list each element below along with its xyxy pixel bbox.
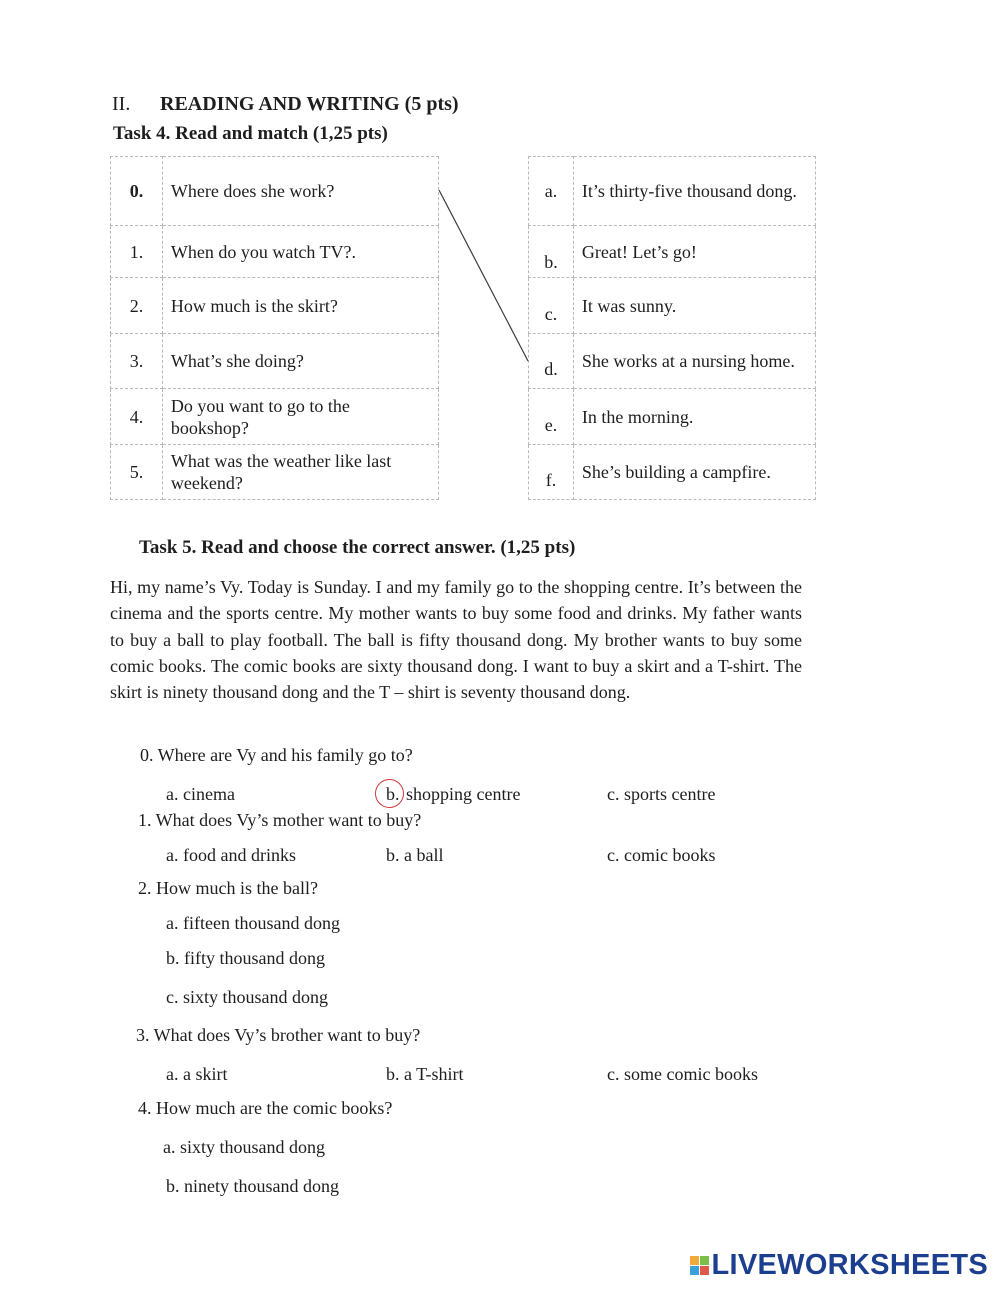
q3-option-a[interactable]: a. a skirt: [166, 1064, 228, 1084]
logo-text: LIVEWORKSHEETS: [711, 1249, 988, 1281]
question-text: How much is the skirt?: [162, 278, 438, 334]
question-1: 1. What does Vy’s mother want to buy?: [138, 810, 422, 830]
answer-letter: d.: [529, 334, 574, 389]
match-line-example: [0, 0, 1000, 600]
question-text: What was the weather like last weekend?: [162, 445, 438, 500]
q1-option-a[interactable]: a. food and drinks: [166, 845, 296, 865]
question-number: 2.: [111, 278, 163, 334]
q3-option-c[interactable]: c. some comic books: [607, 1064, 758, 1084]
question-number: 1.: [111, 226, 163, 278]
q4-option-a[interactable]: a. sixty thousand dong: [163, 1137, 325, 1157]
q4-option-b[interactable]: b. ninety thousand dong: [166, 1176, 339, 1196]
q0-option-a[interactable]: a. cinema: [166, 784, 235, 804]
question-text: Do you want to go to the bookshop?: [162, 389, 438, 445]
section-numeral: II.: [112, 93, 131, 115]
answer-letter: a.: [529, 157, 574, 226]
answer-letter: c.: [529, 278, 574, 334]
question-text: What’s she doing?: [162, 334, 438, 389]
section-title: READING AND WRITING (5 pts): [160, 93, 459, 115]
q2-option-b[interactable]: b. fifty thousand dong: [166, 948, 325, 968]
question-3: 3. What does Vy’s brother want to buy?: [136, 1025, 421, 1045]
answer-text: It was sunny.: [573, 278, 815, 334]
q1-option-b[interactable]: b. a ball: [386, 845, 444, 865]
q0-option-b-letter[interactable]: b.: [386, 784, 400, 804]
question-2: 2. How much is the ball?: [138, 878, 318, 898]
reading-passage: Hi, my name’s Vy. Today is Sunday. I and my family go to the shopping centre. It’s between the cinema and the sports centre. My mother wants to buy some food and drinks. My father wants to buy a ball to play football. The ball is fifty thousand dong. My brother wants to buy some comic books. The comic books are sixty thousand dong. I want to buy a skirt and a T-shirt. The skirt is ninety thousand dong and the T – shirt is seventy thousand dong.: [110, 577, 802, 703]
answer-text: Great! Let’s go!: [573, 226, 815, 278]
task4-title: Task 4. Read and match (1,25 pts): [113, 123, 388, 144]
logo-tile: [690, 1256, 699, 1265]
question-4: 4. How much are the comic books?: [138, 1098, 393, 1118]
answer-letter: f.: [529, 445, 574, 500]
question-0: 0. Where are Vy and his family go to?: [140, 745, 413, 765]
answer-text: She works at a nursing home.: [573, 334, 815, 389]
question-number: 5.: [111, 445, 163, 500]
answer-letter: b.: [529, 226, 574, 278]
logo-tile: [700, 1266, 709, 1275]
answer-letter: e.: [529, 389, 574, 445]
q1-option-c[interactable]: c. comic books: [607, 845, 716, 865]
q2-option-c[interactable]: c. sixty thousand dong: [166, 987, 328, 1007]
answer-text: In the morning.: [573, 389, 815, 445]
logo-tile: [700, 1256, 709, 1265]
task5-title: Task 5. Read and choose the correct answer. (1,25 pts): [139, 537, 576, 558]
answer-text: It’s thirty-five thousand dong.: [573, 157, 815, 226]
logo-tile: [690, 1266, 699, 1275]
answer-text: She’s building a campfire.: [573, 445, 815, 500]
question-number: 4.: [111, 389, 163, 445]
question-number: 3.: [111, 334, 163, 389]
question-number: 0.: [111, 157, 163, 226]
question-text: When do you watch TV?.: [162, 226, 438, 278]
q2-option-a[interactable]: a. fifteen thousand dong: [166, 913, 340, 933]
liveworksheets-logo: [690, 1249, 989, 1282]
q0-option-b[interactable]: shopping centre: [406, 784, 521, 804]
logo-tiles-icon: [690, 1256, 709, 1275]
q3-option-b[interactable]: b. a T-shirt: [386, 1064, 464, 1084]
q0-option-c[interactable]: c. sports centre: [607, 784, 716, 804]
match-line: [439, 190, 528, 361]
question-text: Where does she work?: [162, 157, 438, 226]
